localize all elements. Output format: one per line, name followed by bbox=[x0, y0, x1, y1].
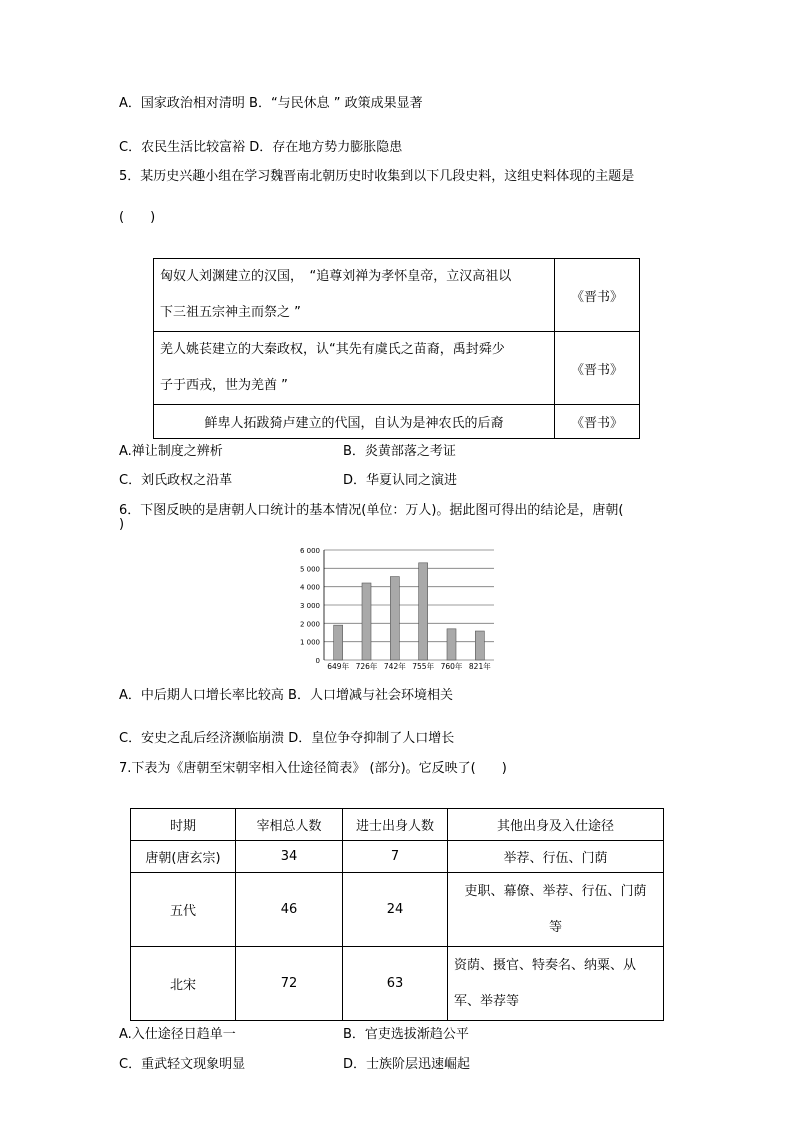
y-tick-label: 3 000 bbox=[299, 602, 320, 610]
table-row bbox=[154, 259, 640, 332]
q6-options-line2: C．安史之乱后经济濒临崩溃 D．皇位争夺抑制了人口增长 bbox=[119, 731, 455, 746]
table-row bbox=[131, 947, 664, 1021]
q4-options-line2: C．农民生活比较富裕 D．存在地方势力膨胀隐患 bbox=[119, 140, 403, 155]
y-tick-label: 4 000 bbox=[299, 583, 320, 592]
x-tick-label: 726年 bbox=[355, 662, 378, 671]
source-text-cell bbox=[154, 332, 555, 405]
q4-options-line1: A．国家政治相对清明 B．“与民休息 ” 政策成果显著 bbox=[119, 96, 423, 111]
source-citation: 《晋书》 bbox=[555, 259, 640, 332]
q7-option-b: B．官吏选拔渐趋公平 bbox=[343, 1027, 469, 1042]
source-text-cell bbox=[154, 259, 555, 332]
q5-option-d: D．华夏认同之演进 bbox=[343, 473, 458, 488]
x-tick-label: 821年 bbox=[468, 662, 491, 671]
bar-649年 bbox=[334, 625, 343, 660]
q7-option-c: C．重武轻文现象明显 bbox=[119, 1057, 246, 1072]
y-tick-label: 0 bbox=[315, 657, 320, 665]
y-tick-label: 1 000 bbox=[299, 638, 320, 647]
table-row bbox=[131, 841, 664, 873]
q5-source-table bbox=[153, 258, 640, 439]
other-path-cell bbox=[448, 947, 664, 1021]
other-path-text: 军、举荐等 bbox=[454, 993, 520, 1009]
y-tick-label: 5 000 bbox=[299, 565, 320, 574]
bar-755年 bbox=[419, 563, 428, 660]
table-row bbox=[154, 405, 640, 439]
bar-726年 bbox=[362, 583, 371, 660]
q5-option-b: B．炎黄部落之考证 bbox=[343, 444, 456, 459]
x-tick-label: 755年 bbox=[412, 662, 435, 671]
q7-option-a: A.入仕途径日趋单一 bbox=[119, 1027, 236, 1042]
other-path-cell bbox=[448, 873, 664, 947]
population-bar-chart bbox=[290, 540, 510, 675]
q5-stem: 5．某历史兴趣小组在学习魏晋南北朝历史时收集到以下几段史料，这组史料体现的主题是 bbox=[119, 169, 635, 184]
column-header: 其他出身及入仕途径 bbox=[448, 809, 664, 841]
q7-stem: 7.下表为《唐朝至宋朝宰相入仕途径简表》 (部分)。它反映了( ) bbox=[119, 761, 507, 776]
source-text: 羌人姚苌建立的大秦政权，认“其先有虞氏之苗裔，禹封舜少 bbox=[160, 342, 505, 357]
x-tick-label: 742年 bbox=[383, 662, 406, 671]
other-path-cell: 举荐、行伍、门荫 bbox=[448, 841, 664, 873]
jinshi-cell: 24 bbox=[343, 873, 448, 947]
total-cell: 72 bbox=[236, 947, 343, 1021]
source-text: 鲜卑人拓跋猗卢建立的代国，自认为是神农氏的后裔 bbox=[154, 405, 555, 439]
column-header: 宰相总人数 bbox=[236, 809, 343, 841]
jinshi-cell: 63 bbox=[343, 947, 448, 1021]
period-cell: 五代 bbox=[131, 873, 236, 947]
x-tick-label: 649年 bbox=[327, 662, 350, 671]
period-cell: 北宋 bbox=[131, 947, 236, 1021]
period-cell: 唐朝(唐玄宗) bbox=[131, 841, 236, 873]
q5-option-a: A.禅让制度之辨析 bbox=[119, 444, 223, 459]
q7-option-d: D．士族阶层迅速崛起 bbox=[343, 1057, 471, 1072]
column-header: 时期 bbox=[131, 809, 236, 841]
bar-760年 bbox=[447, 629, 456, 660]
source-text: 匈奴人刘渊建立的汉国， “追尊刘禅为孝怀皇帝，立汉高祖以 bbox=[160, 269, 512, 284]
source-text: 子于西戎，世为羌酋 ” bbox=[160, 378, 288, 393]
table-row bbox=[131, 873, 664, 947]
q6-options-line1: A．中后期人口增长率比较高 B．人口增减与社会环境相关 bbox=[119, 688, 453, 703]
q7-chancellor-table bbox=[130, 808, 664, 1021]
y-tick-label: 6 000 bbox=[299, 547, 320, 555]
y-tick-label: 2 000 bbox=[299, 620, 320, 629]
other-path-text: 资荫、摄官、特奏名、纳粟、从 bbox=[454, 957, 637, 973]
q6-stem: 6．下图反映的是唐朝人口统计的基本情况(单位：万人)。据此图可得出的结论是，唐朝( bbox=[119, 503, 624, 518]
source-citation: 《晋书》 bbox=[555, 405, 640, 439]
bar-821年 bbox=[475, 631, 484, 660]
other-path-text: 吏职、幕僚、举荐、行伍、门荫 bbox=[464, 883, 647, 899]
total-cell: 34 bbox=[236, 841, 343, 873]
total-cell: 46 bbox=[236, 873, 343, 947]
table-header-row bbox=[131, 809, 664, 841]
other-path-text: 等 bbox=[548, 919, 562, 935]
table-row bbox=[154, 332, 640, 405]
column-header: 进士出身人数 bbox=[343, 809, 448, 841]
x-tick-label: 760年 bbox=[440, 662, 463, 671]
bar-742年 bbox=[390, 577, 399, 660]
jinshi-cell: 7 bbox=[343, 841, 448, 873]
source-citation: 《晋书》 bbox=[555, 332, 640, 405]
q6-stem-paren: ) bbox=[119, 517, 125, 532]
q5-option-c: C．刘氏政权之沿革 bbox=[119, 473, 233, 488]
source-text: 下三祖五宗神主而祭之 ” bbox=[160, 305, 301, 320]
q5-answer-paren: ( ) bbox=[119, 210, 156, 225]
